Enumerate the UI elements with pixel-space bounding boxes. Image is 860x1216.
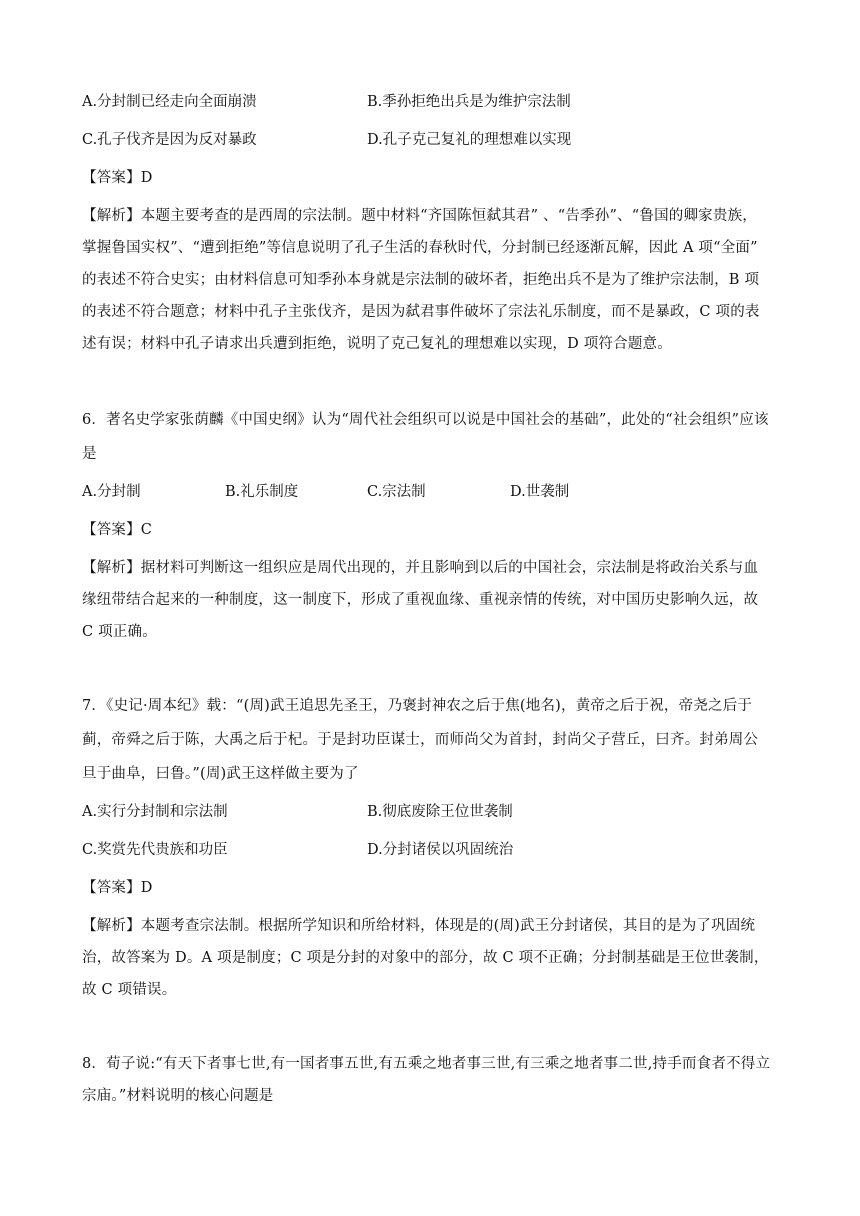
- q5-option-d: D.孔子克己复礼的理想难以实现: [367, 132, 572, 148]
- q6-analysis-line: C 项正确。: [82, 624, 157, 640]
- q7-answer: 【答案】D: [82, 880, 153, 896]
- q7-analysis-line: 治，故答案为 D。A 项是制度；C 项是分封的对象中的部分，故 C 项不正确；分封制基础是王位世袭制，: [82, 950, 769, 966]
- q6-analysis-line: 【解析】据材料可判断这一组织应是周代出现的，并且影响到以后的中国社会，宗法制是将政治关系与血: [82, 560, 759, 576]
- q6-option-c: C.宗法制: [367, 484, 426, 500]
- q5-analysis-line: 的表述不符合题意；材料中孔子主张伐齐，是因为弑君事件破坏了宗法礼乐制度，而不是暴政，C 项的表: [82, 304, 760, 320]
- q6-analysis-line: 缘纽带结合起来的一种制度，这一制度下，形成了重视血缘、重视亲情的传统，对中国历史影响久远，故: [82, 592, 759, 608]
- q5-option-a: A.分封制已经走向全面崩溃: [82, 94, 257, 110]
- q5-analysis-line: 掌握鲁国实权”、“遭到拒绝”等信息说明了孔子生活的春秋时代，分封制已经逐渐瓦解，因此 A 项“全面”: [82, 240, 758, 256]
- q5-analysis-line: 【解析】本题主要考查的是西周的宗法制。题中材料“齐国陈恒弑其君” 、“告季孙”、“鲁国的卿家贵族，: [82, 208, 757, 224]
- q6-stem-line: 是: [82, 446, 97, 462]
- q5-analysis-line: 述有误；材料中孔子请求出兵遭到拒绝，说明了克己复礼的理想难以实现，D 项符合题意。: [82, 336, 672, 352]
- q7-option-a: A.实行分封制和宗法制: [82, 804, 228, 820]
- q7-analysis-line: 【解析】本题考查宗法制。根据所学知识和所给材料，体现是的(周)武王分封诸侯，其目的是为了巩固统: [82, 918, 756, 934]
- q6-option-d: D.世袭制: [510, 484, 570, 500]
- q5-option-b: B.季孙拒绝出兵是为维护宗法制: [367, 94, 571, 110]
- q7-stem-line: 蓟，帝舜之后于陈，大禹之后于杞。于是封功臣谋士，而师尚父为首封，封尚父子营丘，曰齐。封弟周公: [82, 732, 759, 748]
- q7-stem-line: 7．《史记·周本纪》载：“(周)武王追思先圣王，乃褒封神农之后于焦(地名)，黄帝之后于祝，帝尧之后于: [82, 698, 753, 714]
- q7-option-c: C.奖赏先代贵族和功臣: [82, 842, 228, 858]
- q8-stem-line: 8．荀子说:“有天下者事七世,有一国者事五世,有五乘之地者事三世,有三乘之地者事二世,持手而食者不得立: [82, 1056, 771, 1072]
- q7-stem-line: 旦于曲阜，曰鲁。”(周)武王这样做主要为了: [82, 766, 359, 782]
- q7-option-d: D.分封诸侯以巩固统治: [367, 842, 514, 858]
- q6-option-b: B.礼乐制度: [225, 484, 299, 500]
- q5-answer: 【答案】D: [82, 170, 153, 186]
- q5-option-c: C.孔子伐齐是因为反对暴政: [82, 132, 257, 148]
- q7-option-b: B.彻底废除王位世袭制: [367, 804, 513, 820]
- q6-option-a: A.分封制: [82, 484, 141, 500]
- q5-analysis-line: 的表述不符合史实；由材料信息可知季孙本身就是宗法制的破坏者，拒绝出兵不是为了维护宗法制，B 项: [82, 272, 760, 288]
- q6-answer: 【答案】C: [82, 522, 153, 538]
- q6-stem-line: 6．著名史学家张荫麟《中国史纲》认为“周代社会组织可以说是中国社会的基础”，此处的“社会组织”应该: [82, 412, 769, 428]
- q7-analysis-line: 故 C 项错误。: [82, 982, 177, 998]
- q8-stem-line: 宗庙。”材料说明的核心问题是: [82, 1088, 274, 1104]
